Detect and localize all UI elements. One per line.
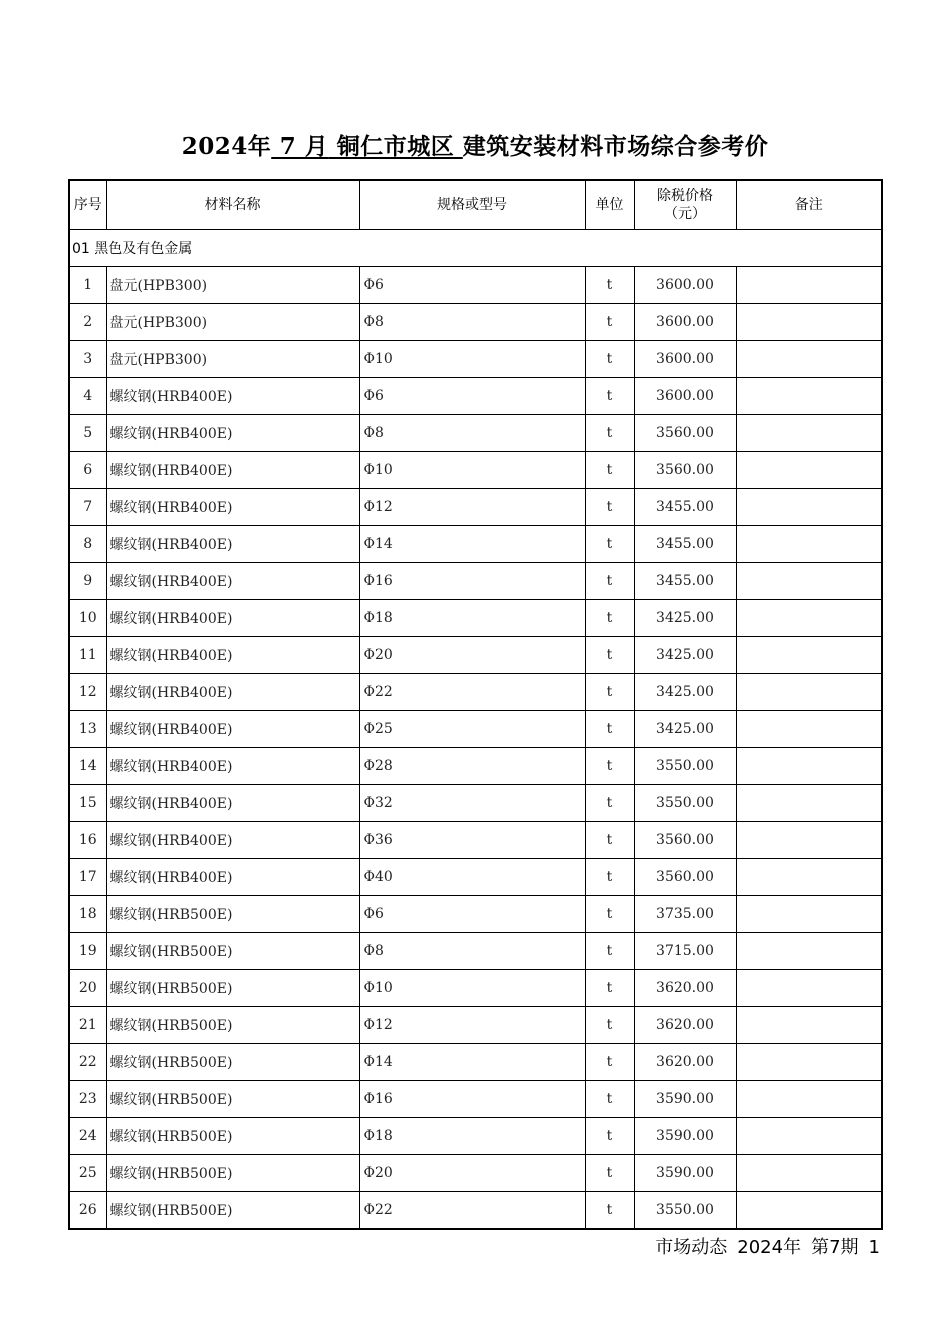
material-spec-cell: Φ12 [359,489,585,526]
material-spec-cell: Φ6 [359,378,585,415]
row-number-cell: 19 [69,933,106,970]
price-cell: 3600.00 [634,267,736,304]
material-spec-cell: Φ6 [359,896,585,933]
title-city: 铜仁市城区 [328,133,463,160]
material-spec-cell: Φ20 [359,637,585,674]
row-number-cell: 22 [69,1044,106,1081]
material-name-cell: 螺纹钢(HRB500E) [106,970,359,1007]
row-number-cell: 8 [69,526,106,563]
row-number-cell: 17 [69,859,106,896]
row-number-cell: 25 [69,1155,106,1192]
row-number-cell: 20 [69,970,106,1007]
row-number-cell: 18 [69,896,106,933]
material-spec-cell: Φ12 [359,1007,585,1044]
price-cell: 3560.00 [634,822,736,859]
header-spec: 规格或型号 [359,180,585,230]
unit-cell: t [585,452,634,489]
table-row [69,563,882,600]
price-cell: 3590.00 [634,1155,736,1192]
material-spec-cell: Φ40 [359,859,585,896]
page-footer [655,1233,880,1259]
note-cell [736,1192,882,1230]
table-row [69,415,882,452]
row-number-cell: 9 [69,563,106,600]
material-name-cell: 螺纹钢(HRB500E) [106,1155,359,1192]
table-row [69,711,882,748]
price-cell: 3455.00 [634,526,736,563]
header-price-line2: （元） [664,206,706,222]
table-row [69,304,882,341]
material-spec-cell: Φ22 [359,674,585,711]
material-name-cell: 螺纹钢(HRB400E) [106,637,359,674]
unit-cell: t [585,600,634,637]
price-table [68,179,883,1230]
unit-cell: t [585,748,634,785]
section-title: 01 黑色及有色金属 [69,230,882,267]
row-number-cell: 23 [69,1081,106,1118]
material-spec-cell: Φ8 [359,415,585,452]
note-cell [736,600,882,637]
unit-cell: t [585,415,634,452]
price-cell: 3550.00 [634,785,736,822]
material-name-cell: 螺纹钢(HRB400E) [106,748,359,785]
footer-issue: 第7期 [811,1237,859,1258]
material-name-cell: 螺纹钢(HRB400E) [106,674,359,711]
table-header-row [69,180,882,230]
material-name-cell: 螺纹钢(HRB400E) [106,415,359,452]
material-name-cell: 盘元(HPB300) [106,304,359,341]
material-spec-cell: Φ14 [359,1044,585,1081]
row-number-cell: 24 [69,1118,106,1155]
note-cell [736,526,882,563]
material-name-cell: 螺纹钢(HRB400E) [106,563,359,600]
table-row [69,1081,882,1118]
material-name-cell: 螺纹钢(HRB500E) [106,1118,359,1155]
unit-cell: t [585,859,634,896]
table-row [69,859,882,896]
unit-cell: t [585,1118,634,1155]
note-cell [736,859,882,896]
footer-page-number: 1 [868,1237,880,1258]
unit-cell: t [585,674,634,711]
row-number-cell: 4 [69,378,106,415]
price-cell: 3600.00 [634,378,736,415]
price-cell: 3550.00 [634,748,736,785]
price-cell: 3600.00 [634,341,736,378]
unit-cell: t [585,896,634,933]
material-spec-cell: Φ28 [359,748,585,785]
note-cell [736,452,882,489]
material-name-cell: 螺纹钢(HRB500E) [106,1044,359,1081]
note-cell [736,933,882,970]
price-cell: 3560.00 [634,452,736,489]
unit-cell: t [585,526,634,563]
table-row [69,785,882,822]
price-cell: 3560.00 [634,415,736,452]
row-number-cell: 26 [69,1192,106,1230]
note-cell [736,378,882,415]
unit-cell: t [585,1044,634,1081]
note-cell [736,970,882,1007]
row-number-cell: 1 [69,267,106,304]
material-spec-cell: Φ10 [359,341,585,378]
price-cell: 3715.00 [634,933,736,970]
table-row [69,600,882,637]
header-unit: 单位 [585,180,634,230]
note-cell [736,489,882,526]
material-spec-cell: Φ18 [359,1118,585,1155]
table-row [69,489,882,526]
footer-publication: 市场动态 [655,1237,728,1258]
material-spec-cell: Φ16 [359,1081,585,1118]
material-name-cell: 螺纹钢(HRB500E) [106,1192,359,1230]
unit-cell: t [585,1007,634,1044]
note-cell [736,1044,882,1081]
price-cell: 3455.00 [634,489,736,526]
table-row [69,378,882,415]
table-row [69,748,882,785]
price-cell: 3425.00 [634,600,736,637]
price-cell: 3620.00 [634,1007,736,1044]
row-number-cell: 3 [69,341,106,378]
unit-cell: t [585,563,634,600]
unit-cell: t [585,378,634,415]
header-price [634,180,736,230]
title-year: 2024年 [181,133,272,160]
row-number-cell: 11 [69,637,106,674]
footer-year: 2024年 [737,1237,802,1258]
material-name-cell: 螺纹钢(HRB500E) [106,896,359,933]
material-spec-cell: Φ8 [359,304,585,341]
unit-cell: t [585,711,634,748]
price-cell: 3590.00 [634,1081,736,1118]
material-spec-cell: Φ32 [359,785,585,822]
title-suffix: 建筑安装材料市场综合参考价 [462,133,769,160]
table-row [69,822,882,859]
header-note: 备注 [736,180,882,230]
price-cell: 3425.00 [634,674,736,711]
row-number-cell: 15 [69,785,106,822]
unit-cell: t [585,304,634,341]
material-name-cell: 盘元(HPB300) [106,341,359,378]
material-name-cell: 螺纹钢(HRB500E) [106,1081,359,1118]
table-row [69,341,882,378]
note-cell [736,1118,882,1155]
unit-cell: t [585,489,634,526]
row-number-cell: 14 [69,748,106,785]
row-number-cell: 7 [69,489,106,526]
note-cell [736,674,882,711]
material-spec-cell: Φ10 [359,452,585,489]
table-row [69,674,882,711]
material-spec-cell: Φ36 [359,822,585,859]
table-row [69,452,882,489]
unit-cell: t [585,637,634,674]
note-cell [736,785,882,822]
note-cell [736,341,882,378]
material-name-cell: 盘元(HPB300) [106,267,359,304]
unit-cell: t [585,341,634,378]
section-row [69,230,882,267]
material-spec-cell: Φ10 [359,970,585,1007]
price-cell: 3560.00 [634,859,736,896]
material-name-cell: 螺纹钢(HRB500E) [106,1007,359,1044]
material-spec-cell: Φ14 [359,526,585,563]
unit-cell: t [585,1081,634,1118]
material-spec-cell: Φ22 [359,1192,585,1230]
table-row [69,1007,882,1044]
table-row [69,933,882,970]
unit-cell: t [585,822,634,859]
row-number-cell: 6 [69,452,106,489]
price-cell: 3620.00 [634,1044,736,1081]
material-name-cell: 螺纹钢(HRB400E) [106,859,359,896]
unit-cell: t [585,1155,634,1192]
material-name-cell: 螺纹钢(HRB400E) [106,378,359,415]
row-number-cell: 13 [69,711,106,748]
row-number-cell: 5 [69,415,106,452]
material-name-cell: 螺纹钢(HRB400E) [106,600,359,637]
price-cell: 3455.00 [634,563,736,600]
note-cell [736,1155,882,1192]
page-title [0,128,950,168]
unit-cell: t [585,1192,634,1230]
price-cell: 3620.00 [634,970,736,1007]
price-cell: 3590.00 [634,1118,736,1155]
table-row [69,896,882,933]
material-name-cell: 螺纹钢(HRB400E) [106,452,359,489]
note-cell [736,563,882,600]
material-spec-cell: Φ6 [359,267,585,304]
material-spec-cell: Φ25 [359,711,585,748]
material-name-cell: 螺纹钢(HRB400E) [106,711,359,748]
table-row [69,267,882,304]
row-number-cell: 12 [69,674,106,711]
table-row [69,526,882,563]
material-name-cell: 螺纹钢(HRB400E) [106,489,359,526]
unit-cell: t [585,785,634,822]
table-row [69,970,882,1007]
material-name-cell: 螺纹钢(HRB400E) [106,526,359,563]
price-cell: 3600.00 [634,304,736,341]
material-name-cell: 螺纹钢(HRB400E) [106,785,359,822]
price-cell: 3735.00 [634,896,736,933]
material-spec-cell: Φ8 [359,933,585,970]
note-cell [736,267,882,304]
table-row [69,1155,882,1192]
note-cell [736,304,882,341]
material-spec-cell: Φ16 [359,563,585,600]
note-cell [736,896,882,933]
header-name: 材料名称 [106,180,359,230]
note-cell [736,748,882,785]
material-name-cell: 螺纹钢(HRB400E) [106,822,359,859]
price-cell: 3550.00 [634,1192,736,1230]
table-row [69,1044,882,1081]
header-no: 序号 [69,180,106,230]
row-number-cell: 10 [69,600,106,637]
row-number-cell: 16 [69,822,106,859]
price-cell: 3425.00 [634,711,736,748]
unit-cell: t [585,933,634,970]
price-cell: 3425.00 [634,637,736,674]
note-cell [736,1081,882,1118]
row-number-cell: 21 [69,1007,106,1044]
material-spec-cell: Φ18 [359,600,585,637]
table-row [69,637,882,674]
material-spec-cell: Φ20 [359,1155,585,1192]
unit-cell: t [585,970,634,1007]
note-cell [736,822,882,859]
note-cell [736,1007,882,1044]
table-row [69,1118,882,1155]
title-month: 7 月 [271,133,329,160]
material-name-cell: 螺纹钢(HRB500E) [106,933,359,970]
header-price-line1: 除税价格 [657,188,713,204]
table-row [69,1192,882,1230]
row-number-cell: 2 [69,304,106,341]
unit-cell: t [585,267,634,304]
note-cell [736,415,882,452]
note-cell [736,637,882,674]
note-cell [736,711,882,748]
